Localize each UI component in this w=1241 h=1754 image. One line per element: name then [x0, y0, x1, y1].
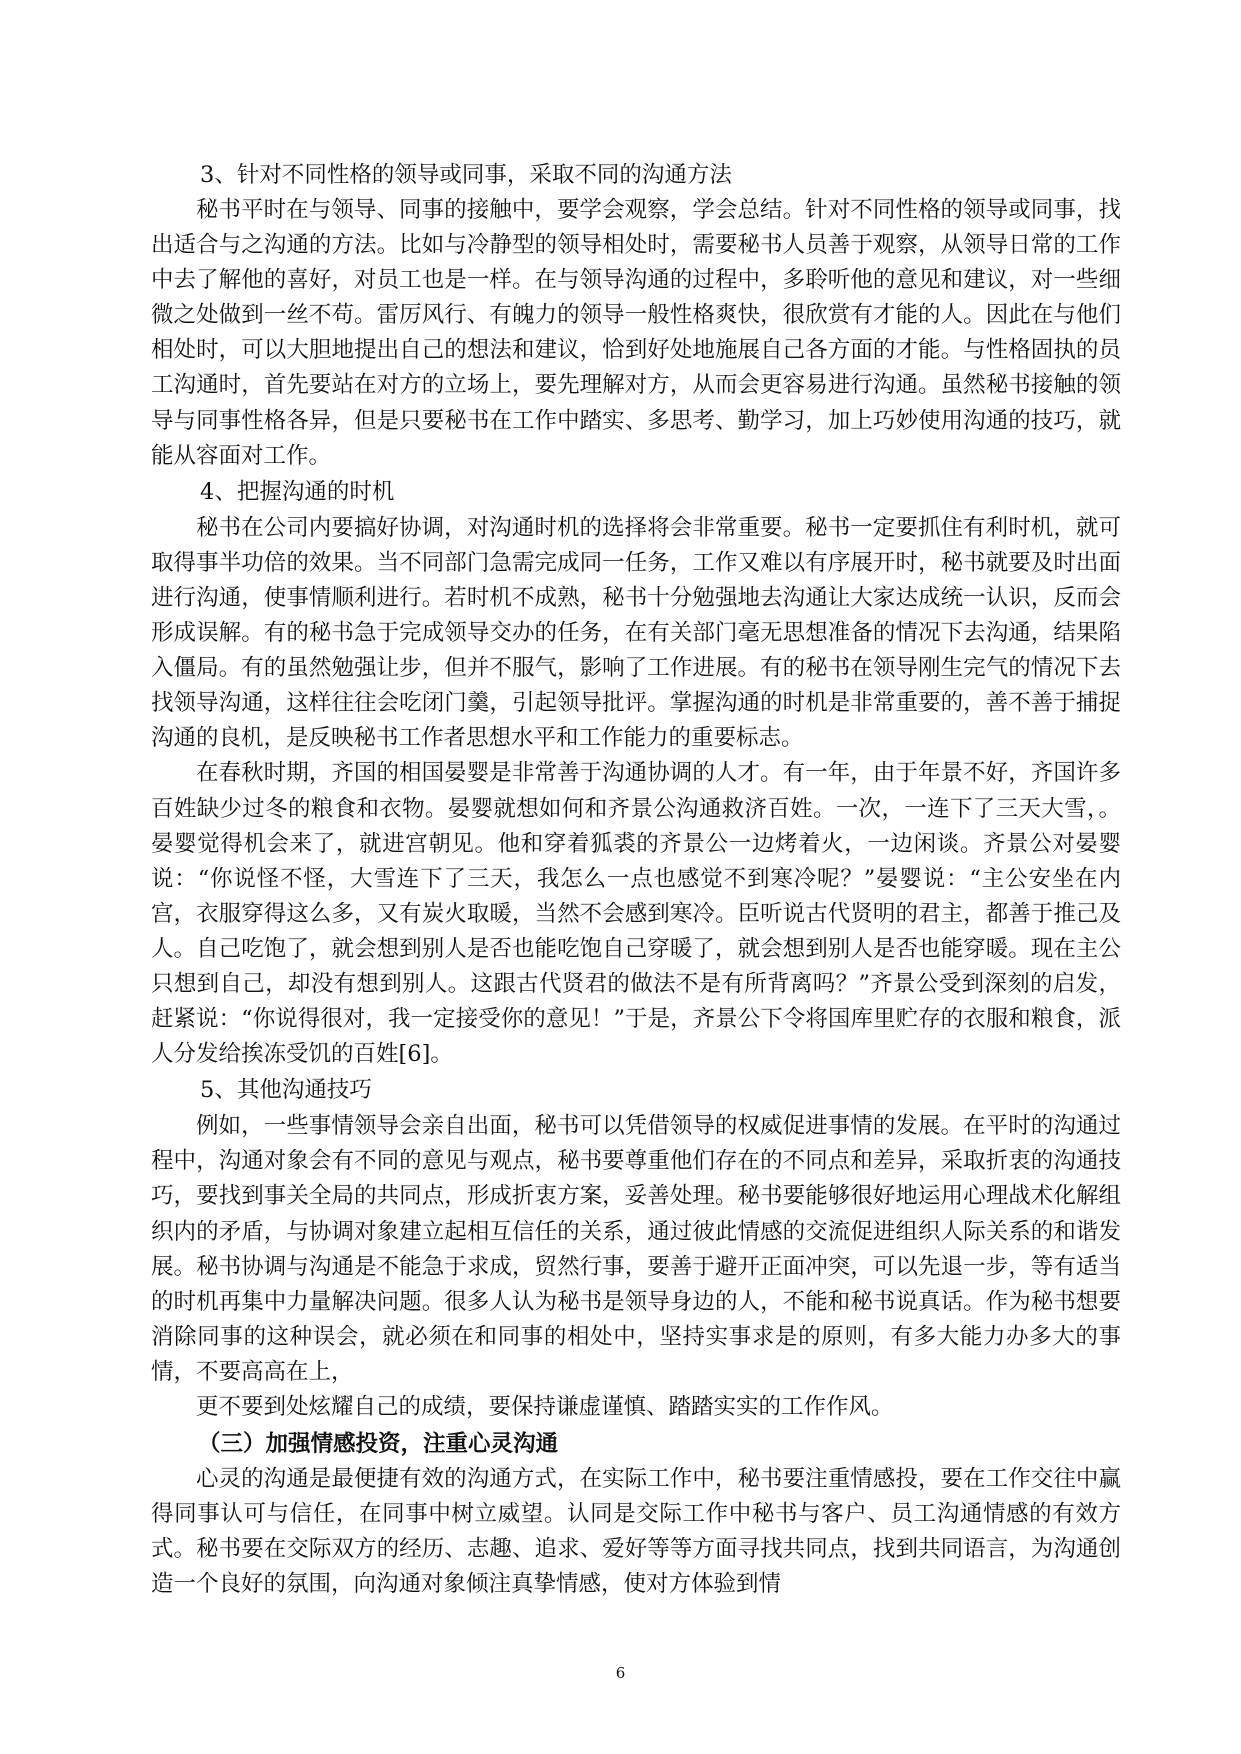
- paragraph-5-conclusion: 更不要到处炫耀自己的成绩，要保持谦虚谨慎、踏踏实实的工作作风。: [196, 1394, 894, 1420]
- subheading-4: 4、把握沟通的时机: [200, 478, 395, 505]
- section-heading-3: （三）加强情感投资，注重心灵沟通: [198, 1431, 559, 1458]
- page-body: [0, 158, 1241, 1602]
- paragraph-4-story: 在春秋时期，齐国的相国晏婴是非常善于沟通协调的人才。有一年，由于年景不好，齐国许多百姓缺少过冬的粮食和衣物。晏婴就想如何和齐景公沟通救济百姓。一次，一连下了三天大雪，。晏婴觉得机会来了，就进宫朝见。他和穿着狐裘的齐景公一边烤着火，一边闲谈。齐景公对晏婴说：“你说怪不怪，大雪连下了三天，我怎么一点也感觉不到寒冷呢？”晏婴说：“主公安坐在内宫，衣服穿得这么多，又有炭火取暖，当然不会感到寒冷。臣听说古代贤明的君主，都善于推己及人。自己吃饱了，就会想到别人是否也能吃饱自己穿暖了，就会想到别人是否也能穿暖。现在主公只想到自己，却没有想到别人。这跟古代贤君的做法不是有所背离吗？”齐景公受到深刻的启发，赶紧说：“你说得很对，我一定接受你的意见！”于是，齐景公下令将国库里贮存的衣服和粮食，派人分发给挨冻受饥的百姓[6]。: [151, 760, 1121, 1068]
- paragraph-section-3: 心灵的沟通是最便捷有效的沟通方式，在实际工作中，秘书要注重情感投，要在工作交往中赢得同事认可与信任，在同事中树立威望。认同是交际工作中秘书与客户、员工沟通情感的有效方式。秘书要在交际双方的经历、志趣、追求、爱好等等方面寻找共同点，找到共同语言，为沟通创造一个良好的氛围，向沟通对象倾注真挚情感，使对方体验到情: [151, 1466, 1121, 1598]
- subheading-5: 5、其他沟通技巧: [200, 1077, 372, 1104]
- paragraph-4-timing: 秘书在公司内要搞好协调，对沟通时机的选择将会非常重要。秘书一定要抓住有利时机，就可取得事半功倍的效果。当不同部门急需完成同一任务，工作又难以有序展开时，秘书就要及时出面进行沟通，使事情顺利进行。若时机不成熟，秘书十分勉强地去沟通让大家达成统一认识，反而会形成误解。有的秘书急于完成领导交办的任务，在有关部门毫无思想准备的情况下去沟通，结果陷入僵局。有的虽然勉强让步，但并不服气，影响了工作进展。有的秘书在领导刚生完气的情况下去找领导沟通，这样往往会吃闭门羹，引起领导批评。掌握沟通的时机是非常重要的，善不善于捕捉沟通的良机，是反映秘书工作者思想水平和工作能力的重要标志。: [151, 514, 1121, 752]
- paragraph-5-techniques: 例如，一些事情领导会亲自出面，秘书可以凭借领导的权威促进事情的发展。在平时的沟通过程中，沟通对象会有不同的意见与观点，秘书要尊重他们存在的不同点和差异，采取折衷的沟通技巧，要找到事关全局的共同点，形成折衷方案，妥善处理。秘书要能够很好地运用心理战术化解组织内的矛盾，与协调对象建立起相互信任的关系，通过彼此情感的交流促进组织人际关系的和谐发展。秘书协调与沟通是不能急于求成，贸然行事，要善于避开正面冲突，可以先退一步，等有适当的时机再集中力量解决问题。很多人认为秘书是领导身边的人，不能和秘书说真话。作为秘书想要消除同事的这种误会，就必须在和同事的相处中，坚持实事求是的原则，有多大能力办多大的事情，不要高高在上，: [151, 1113, 1121, 1385]
- page-number: 6: [615, 1664, 626, 1682]
- paragraph-3: 秘书平时在与领导、同事的接触中，要学会观察，学会总结。针对不同性格的领导或同事，找出适合与之沟通的方法。比如与冷静型的领导相处时，需要秘书人员善于观察，从领导日常的工作中去了解他的喜好，对员工也是一样。在与领导沟通的过程中，多聆听他的意见和建议，对一些细微之处做到一丝不苟。雷厉风行、有魄力的领导一般性格爽快，很欣赏有才能的人。因此在与他们相处时，可以大胆地提出自己的想法和建议，恰到好处地施展自己各方面的才能。与性格固执的员工沟通时，首先要站在对方的立场上，要先理解对方，从而会更容易进行沟通。虽然秘书接触的领导与同事性格各异，但是只要秘书在工作中踏实、多思考、勤学习，加上巧妙使用沟通的技巧，就能从容面对工作。: [151, 197, 1121, 469]
- subheading-3: 3、针对不同性格的领导或同事，采取不同的沟通方法: [200, 162, 732, 188]
